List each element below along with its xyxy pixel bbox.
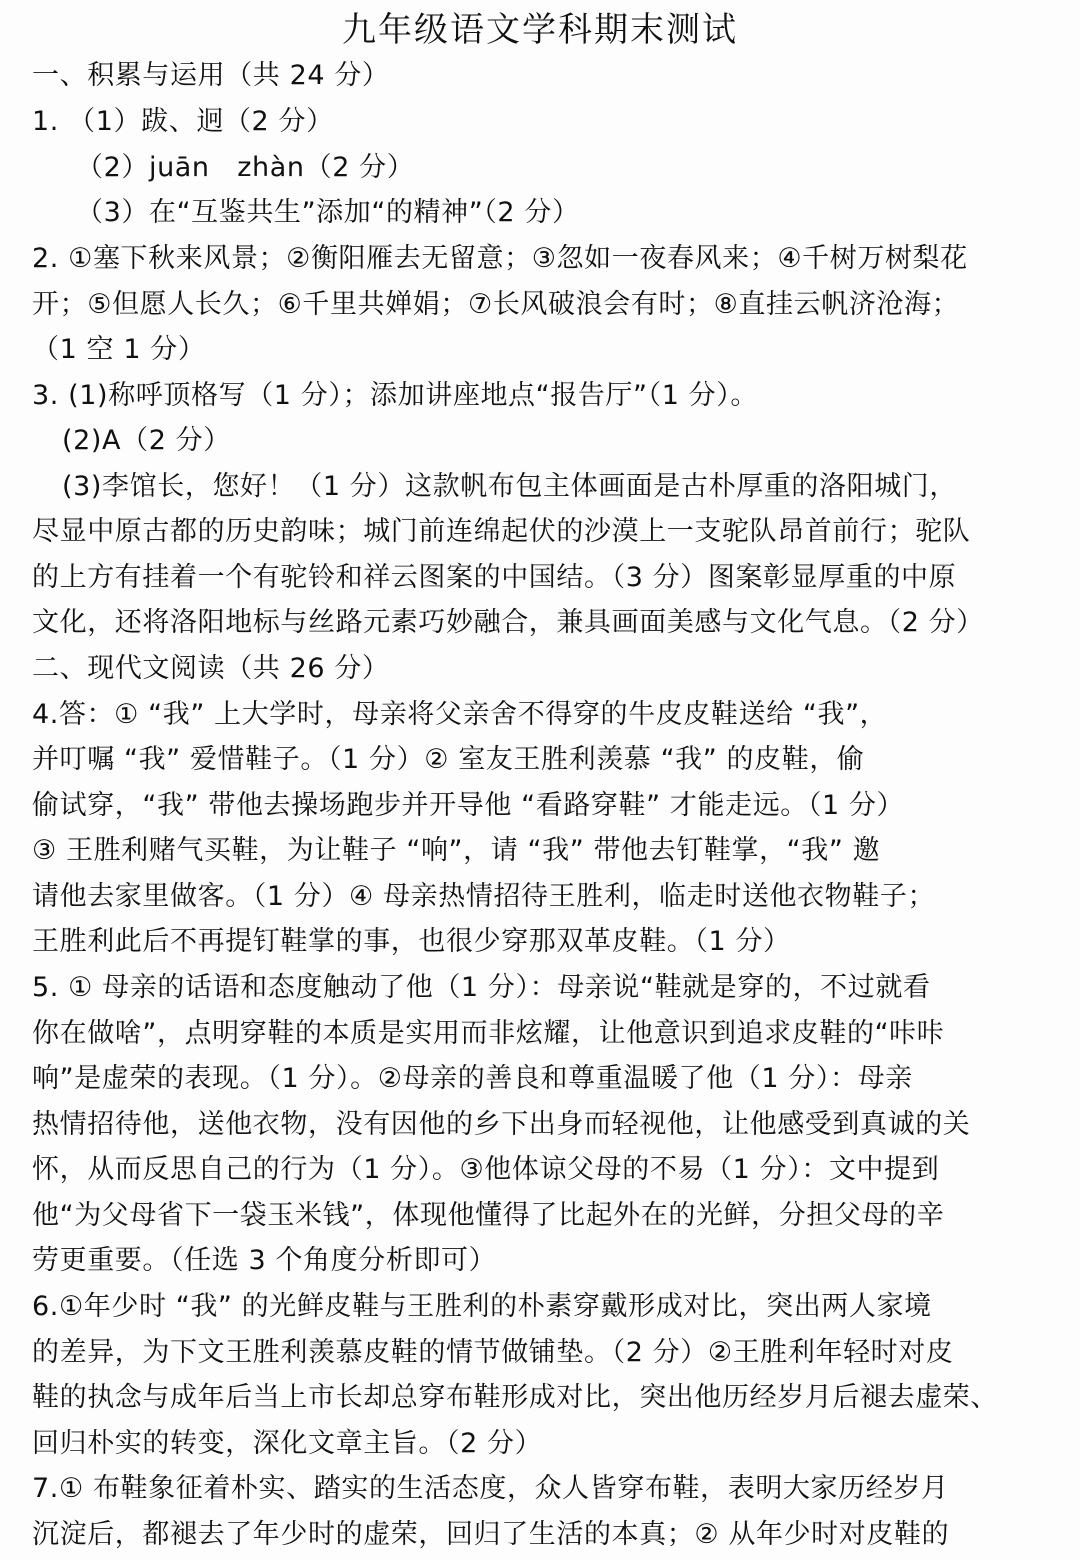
answer-line: 1. （1）跋、迥（2 分） bbox=[32, 106, 334, 137]
answer-line: 劳更重要。（任选 3 个角度分析即可） bbox=[32, 1245, 497, 1276]
section-heading-2: 二、现代文阅读（共 26 分） bbox=[32, 653, 390, 684]
answer-line: 王胜利此后不再提钉鞋掌的事，也很少穿那双革皮鞋。（1 分） bbox=[32, 926, 791, 957]
answer-line: 4.答：① “我” 上大学时，母亲将父亲舍不得穿的牛皮皮鞋送给 “我”， bbox=[32, 699, 888, 730]
answer-line: （2）juān zhàn（2 分） bbox=[76, 152, 415, 183]
answer-line: 3. (1)称呼顶格写（1 分）；添加讲座地点“报告厅”（1 分）。 bbox=[32, 380, 758, 411]
answer-line: (3)李馆长，您好！（1 分）这款帆布包主体画面是古朴厚重的洛阳城门， bbox=[62, 471, 958, 502]
answer-line: 5. ① 母亲的话语和态度触动了他（1 分）：母亲说“鞋就是穿的，不过就看 bbox=[32, 972, 931, 1003]
answer-line: 怀，从而反思自己的行为（1 分）。③他体谅父母的不易（1 分）：文中提到 bbox=[32, 1154, 940, 1185]
answer-line: 的差异，为下文王胜利羡慕皮鞋的情节做铺垫。（2 分）②王胜利年轻时对皮 bbox=[32, 1337, 954, 1368]
answer-line: 7.① 布鞋象征着朴实、踏实的生活态度，众人皆穿布鞋，表明大家历经岁月 bbox=[32, 1473, 949, 1504]
answer-line: 你在做啥”，点明穿鞋的本质是实用而非炫耀，让他意识到追求皮鞋的“咔咔 bbox=[32, 1018, 945, 1049]
answer-line: 的上方有挂着一个有驼铃和祥云图案的中国结。（3 分）图案彰显厚重的中原 bbox=[32, 562, 957, 593]
answer-line: 偷试穿，“我” 带他去操场跑步并开导他 “看路穿鞋” 才能走远。（1 分） bbox=[32, 790, 905, 821]
section-heading-1: 一、积累与运用（共 24 分） bbox=[32, 60, 390, 91]
answer-line: 6.①年少时 “我” 的光鲜皮鞋与王胜利的朴素穿戴形成对比，突出两人家境 bbox=[32, 1291, 932, 1322]
document-title: 九年级语文学科期末测试 bbox=[342, 10, 738, 50]
answer-line: 他“为父母省下一袋玉米钱”，体现他懂得了比起外在的光鲜，分担父母的辛 bbox=[32, 1200, 945, 1231]
answer-line: 开；⑤但愿人长久；⑥千里共婵娟；⑦长风破浪会有时；⑧直挂云帆济沧海； bbox=[32, 289, 960, 320]
answer-line: 鞋的执念与成年后当上市长却总穿布鞋形成对比，突出他历经岁月后褪去虚荣、 bbox=[32, 1382, 998, 1413]
answer-line: （1 空 1 分） bbox=[32, 334, 206, 365]
answer-line: 尽显中原古都的历史韵味；城门前连绵起伏的沙漠上一支驼队昂首前行；驼队 bbox=[32, 516, 971, 547]
answer-line: 回归朴实的转变，深化文章主旨。（2 分） bbox=[32, 1428, 543, 1459]
answer-line: 并叮嘱 “我” 爱惜鞋子。（1 分）② 室友王胜利羡慕 “我” 的皮鞋，偷 bbox=[32, 744, 865, 775]
answer-line: （3）在“互鉴共生”添加“的精神”（2 分） bbox=[76, 197, 580, 228]
answer-line: (2)A（2 分） bbox=[62, 425, 231, 456]
answer-line: 热情招待他，送他衣物，没有因他的乡下出身而轻视他，让他感受到真诚的关 bbox=[32, 1109, 971, 1140]
answer-line: 响”是虚荣的表现。（1 分）。②母亲的善良和尊重温暖了他（1 分）：母亲 bbox=[32, 1063, 913, 1094]
answer-line: 沉淀后，都褪去了年少时的虚荣，回归了生活的本真；② 从年少时对皮鞋的 bbox=[32, 1519, 950, 1550]
answer-line: 请他去家里做客。（1 分）④ 母亲热情招待王胜利，临走时送他衣物鞋子； bbox=[32, 881, 936, 912]
answer-line: 文化，还将洛阳地标与丝路元素巧妙融合，兼具画面美感与文化气息。（2 分） bbox=[32, 607, 984, 638]
answer-line: ③ 王胜利赌气买鞋，为让鞋子 “响”，请 “我” 带他去钉鞋掌，“我” 邀 bbox=[32, 835, 881, 866]
answer-line: 2. ①塞下秋来风景；②衡阳雁去无留意；③忽如一夜春风来；④千树万树梨花 bbox=[32, 243, 968, 274]
